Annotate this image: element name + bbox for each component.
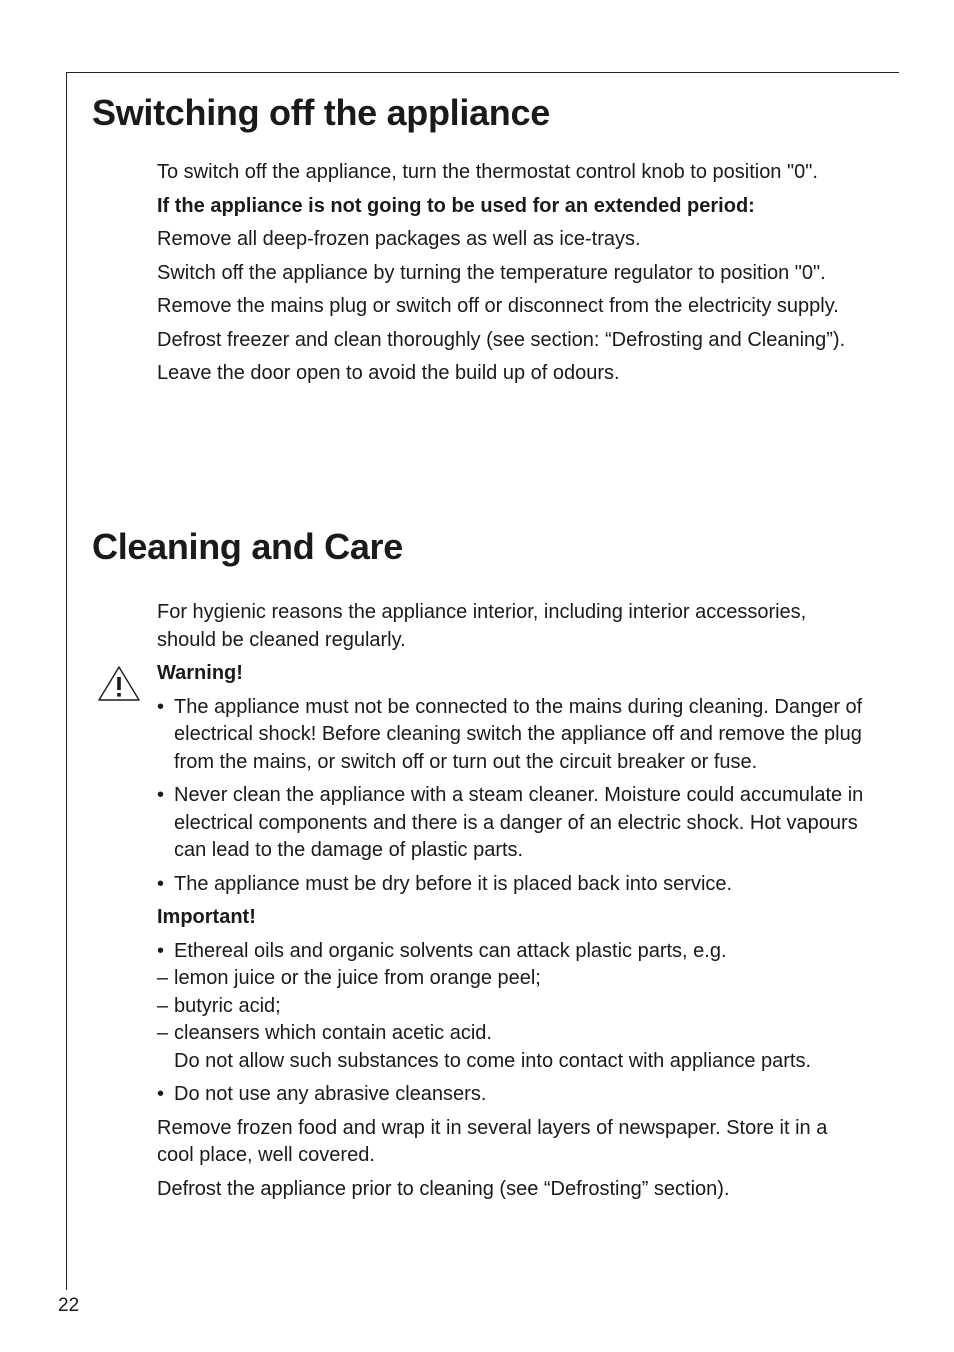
top-rule (66, 72, 899, 73)
section-title-cleaning-and-care: Cleaning and Care (92, 526, 403, 567)
paragraph: Defrost freezer and clean thoroughly (see section: “Defrosting and Cleaning”). (157, 328, 846, 351)
bullet-mark: • (157, 695, 165, 718)
list-item (157, 938, 867, 966)
list-item-text: Ethereal oils and organic solvents can attack plastic parts, e.g. (174, 939, 727, 962)
dash-item (157, 1020, 867, 1048)
dash-item-text: cleansers which contain acetic acid. (174, 1022, 492, 1044)
list-item-text: Never clean the appliance with a steam cleaner. Moisture could accumulate in electrical components and there is a danger of an electric shock. Hot vapours can lead to the damage of plastic parts. (174, 784, 864, 861)
dash-mark: – (157, 1022, 169, 1044)
list-item (157, 1081, 867, 1109)
list-item (157, 694, 867, 777)
paragraph: Remove all deep-frozen packages as well as ice-trays. (157, 228, 641, 250)
list-item (157, 782, 867, 865)
left-margin-rule (66, 72, 67, 1290)
important-label: Important! (157, 906, 256, 928)
dash-mark: – (157, 994, 169, 1017)
list-item-text: The appliance must be dry before it is placed back into service. (174, 872, 733, 895)
bullet-mark: • (157, 872, 165, 895)
paragraph: Remove frozen food and wrap it in several layers of newspaper. Store it in a cool place, well covered. (157, 1116, 828, 1166)
list-item-text: Do not use any abrasive cleansers. (174, 1083, 487, 1105)
list-item (157, 871, 867, 899)
list-item-text: The appliance must not be connected to the mains during cleaning. Danger of electrical shock! Before cleaning switch the appliance off and remove the plug from the mains, or switch off or turn out the circuit breaker or fuse. (174, 695, 863, 773)
dash-item (157, 993, 867, 1021)
paragraph: Leave the door open to avoid the build up of odours. (157, 362, 620, 384)
switching-off-body (157, 159, 867, 394)
paragraph: Switch off the appliance by turning the temperature regulator to position "0". (157, 261, 826, 284)
bullet-mark: • (157, 1083, 165, 1105)
warning-label: Warning! (157, 662, 243, 684)
dash-item (157, 965, 867, 993)
warning-triangle-icon (96, 664, 142, 704)
paragraph: Defrost the appliance prior to cleaning (see “Defrosting” section). (157, 1177, 730, 1200)
page-number: 22 (58, 1295, 80, 1316)
section-title-switching-off: Switching off the appliance (92, 92, 550, 133)
important-list (157, 938, 867, 1076)
cleaning-body (157, 599, 867, 1209)
paragraph: Remove the mains plug or switch off or disconnect from the electricity supply. (157, 295, 839, 317)
paragraph: For hygienic reasons the appliance interior, including interior accessories, should be cleaned regularly. (157, 601, 807, 651)
bullet-mark: • (157, 784, 165, 806)
paragraph: To switch off the appliance, turn the thermostat control knob to position "0". (157, 161, 818, 183)
dash-item-text: butyric acid; (174, 994, 281, 1017)
bullet-mark: • (157, 939, 165, 962)
dash-mark: – (157, 967, 169, 989)
extended-period-heading: If the appliance is not going to be used for an extended period: (157, 194, 755, 217)
dash-item-text: lemon juice or the juice from orange peel; (174, 967, 541, 989)
dash-note: Do not allow such substances to come into contact with appliance parts. (174, 1049, 812, 1072)
